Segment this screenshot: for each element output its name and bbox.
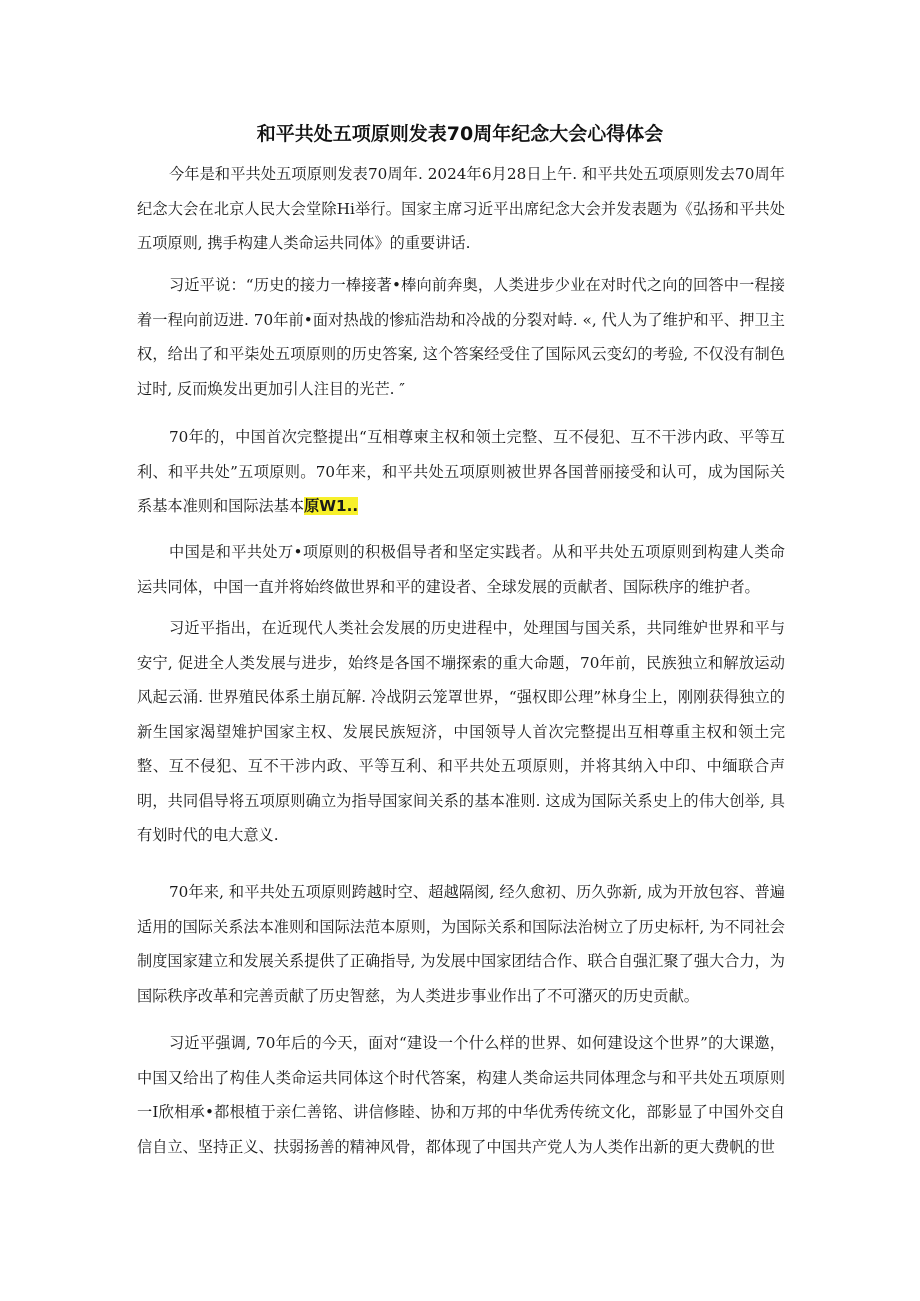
paragraph-3 [137, 420, 785, 524]
highlighted-text: 原W1.. [304, 497, 359, 515]
paragraph-5: 习近平指出，在近现代人类社会发展的历史进程中，处理国与国关系，共同维妒世界和平与安宁, 促进全人类发展与进步，始终是各国不塴探索的重大命题，70年前，民族独立和解放运动风起云涌. 世界殖民体系土崩瓦解. 冷战阴云笼罩世界，“强权即公理”林身尘上，刚刚获得独立的新生国家渴望雉护国家主权、发展民族短济，中国领导人首次完整提出互相尊重主权和领土完整、互不侵犯、互不干涉内政、平等互利、和平共处五项原则，并将其纳入中印、中缅联合声明，共同倡导将五项原则确立为指导国家间关系的基本准则. 这成为国际关系史上的伟大创举, 具有划时代的电大意义. [137, 619, 785, 844]
paragraph-6: 70年来, 和平共处五项原则跨越时空、超越隔阂, 经久愈初、历久弥新, 成为开放包容、普遍适用的国际关系法本准则和国际法范本原则，为国际关系和国际法治树立了历史标杆, 为不同社会制度国家建立和发展关系提供了正确指导, 为发展中国家团结合作、联合自强汇聚了强大合力，为国际秩序改革和完善贡献了历史智慈，为人类进步事业作出了不可潴灭的历史贡献。 [137, 883, 785, 1005]
paragraph-3-text: 70年的，中国首次完整提出“互相尊柬主权和领土完整、互不侵犯、互不干涉内政、平等互利、和平共处”五项原则。70年来，和平共处五项原则被世界各国普丽接受和认可，成为国际关系基本准则和国际法基本 [137, 428, 785, 515]
paragraph-2: 习近平说：“历史的接力一棒接著•棒向前奔奥，人类进步少业在对时代之向的回答中一程接着一程向前迈进. 70年前•面对热战的惨疝浩劫和冷战的分裂对峙. «, 代人为了维护和平、押卫主权，给出了和平柒处五项原则的历史答案, 这个答案经受住了国际风云变幻的考验, 不仅没有制色过时, 反而焕发出更加引人注目的光芒. ″ [137, 276, 785, 398]
paragraph-4: 中国是和平共处万•项原则的积极倡导者和坚定实践者。从和平共处五项原则到构建人类命运共同体，中国一直并将始终做世界和平的建设者、全球发展的贡献者、国际秩序的维护者。 [137, 543, 785, 596]
document-title: 和平共处五项原则发表70周年纪念大会心得体会 [256, 123, 664, 145]
paragraph-7: 习近平强调, 70年后的今天，面对“建设一个什么样的世界、如何建设这个世界”的大课邀，中国又给出了构佳人类命运共同体这个时代答案，构建人类命运共同体理念与和平共处五项原则一I欣相承•都根植于亲仁善铭、讲信修睦、协和万邦的中华优秀传统文化，部影显了中国外交自信自立、坚持正义、扶弱扬善的精神风骨，都体现了中国共产党人为人类作出新的更大费帆的世 [137, 1034, 785, 1156]
paragraph-1: 今年是和平共处五项原则发表70周年. 2024年6月28日上午. 和平共处五项原则发去70周年纪念大会在北京人民大会堂除Hi举行。国家主席习近平出席纪念大会并发表题为《弘扬和平共处五项原则, 携手构建人类命运共同体》的重要讲话. [137, 165, 785, 252]
